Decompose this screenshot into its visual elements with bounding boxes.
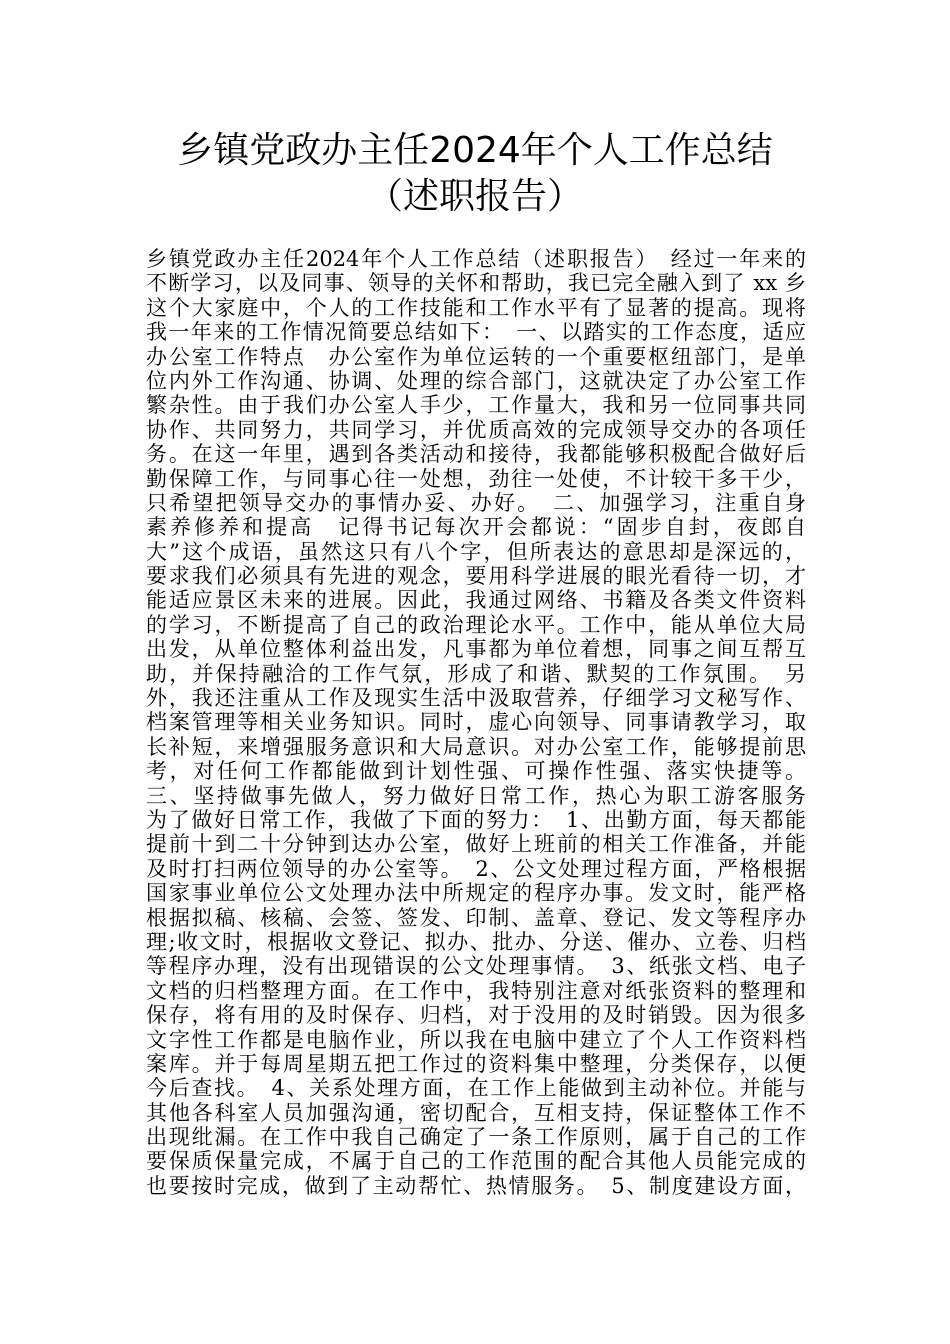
body-line: 务。在这一年里，遇到各类活动和接待，我都能够积极配合做好后 [146,442,806,467]
document-title [100,128,850,220]
body-line: 根据拟稿、核稿、会签、签发、印制、盖章、登记、发文等程序办 [146,905,806,930]
document-body [146,247,806,1198]
title-line-1: 乡镇党政办主任2024年个人工作总结 [177,130,773,171]
body-line: 考，对任何工作都能做到计划性强、可操作性强、落实快捷等。 [146,759,806,784]
body-line: 要保质保量完成，不属于自己的工作范围的配合其他人员能完成的 [146,1149,806,1174]
body-line: 繁杂性。由于我们办公室人手少，工作量大，我和另一位同事共同 [146,393,806,418]
title-line-2: （述职报告） [366,176,583,217]
body-line: 能适应景区未来的进展。因此，我通过网络、书籍及各类文件资料 [146,588,806,613]
body-line: 这个大家庭中，个人的工作技能和工作水平有了显著的提高。现将 [146,295,806,320]
body-line: 外，我还注重从工作及现实生活中汲取营养，仔细学习文秘写作、 [146,686,806,711]
body-line: 勤保障工作，与同事心往一处想，劲往一处使，不计较干多干少， [146,466,806,491]
body-line: 要求我们必须具有先进的观念，要用科学进展的眼光看待一切，才 [146,564,806,589]
body-line: 理;收文时，根据收文登记、拟办、批办、分送、催办、立卷、归档 [146,929,806,954]
body-line: 今后查找。 4、关系处理方面，在工作上能做到主动补位。并能与 [146,1076,806,1101]
body-line: 三、坚持做事先做人，努力做好日常工作，热心为职工游客服务 [146,783,806,808]
body-line: 也要按时完成，做到了主动帮忙、热情服务。 5、制度建设方面， [146,1173,806,1198]
body-line: 位内外工作沟通、协调、处理的综合部门，这就决定了办公室工作 [146,368,806,393]
body-line: 及时打扫两位领导的办公室等。 2、公文处理过程方面，严格根据 [146,856,806,881]
body-line: 其他各科室人员加强沟通，密切配合，互相支持，保证整体工作不 [146,1100,806,1125]
body-line: 文字性工作都是电脑作业，所以我在电脑中建立了个人工作资料档 [146,1027,806,1052]
body-line: 文档的归档整理方面。在工作中，我特别注意对纸张资料的整理和 [146,978,806,1003]
body-line: 素养修养和提高 记得书记每次开会都说：“固步自封，夜郎自 [146,515,806,540]
body-line: 出现纰漏。在工作中我自己确定了一条工作原则，属于自己的工作 [146,1125,806,1150]
body-line: 的学习，不断提高了自己的政治理论水平。工作中，能从单位大局 [146,612,806,637]
body-line: 协作、共同努力，共同学习，并优质高效的完成领导交办的各项任 [146,417,806,442]
body-line: 国家事业单位公文处理办法中所规定的程序办事。发文时，能严格 [146,881,806,906]
body-line: 等程序办理，没有出现错误的公文处理事情。 3、纸张文档、电子 [146,954,806,979]
body-line: 保存，将有用的及时保存、归档，对于没用的及时销毁。因为很多 [146,1003,806,1028]
body-line: 长补短，来增强服务意识和大局意识。对办公室工作，能够提前思 [146,734,806,759]
body-line: 案库。并于每周星期五把工作过的资料集中整理，分类保存，以便 [146,1051,806,1076]
body-line: 我一年来的工作情况简要总结如下： 一、以踏实的工作态度，适应 [146,320,806,345]
body-line: 提前十到二十分钟到达办公室，做好上班前的相关工作准备，并能 [146,832,806,857]
body-line: 只希望把领导交办的事情办妥、办好。 二、加强学习，注重自身 [146,490,806,515]
body-line: 办公室工作特点 办公室作为单位运转的一个重要枢纽部门，是单 [146,344,806,369]
body-line: 不断学习，以及同事、领导的关怀和帮助，我已完全融入到了 xx 乡 [146,271,806,296]
body-line: 乡镇党政办主任2024年个人工作总结（述职报告） 经过一年来的 [146,247,806,271]
body-line: 为了做好日常工作，我做了下面的努力： 1、出勤方面，每天都能 [146,807,806,832]
body-line: 大”这个成语，虽然这只有八个字，但所表达的意思却是深远的， [146,539,806,564]
body-line: 出发，从单位整体利益出发，凡事都为单位着想，同事之间互帮互 [146,637,806,662]
body-line: 档案管理等相关业务知识。同时，虚心向领导、同事请教学习，取 [146,710,806,735]
body-line: 助，并保持融洽的工作气氛，形成了和谐、默契的工作氛围。 另 [146,661,806,686]
